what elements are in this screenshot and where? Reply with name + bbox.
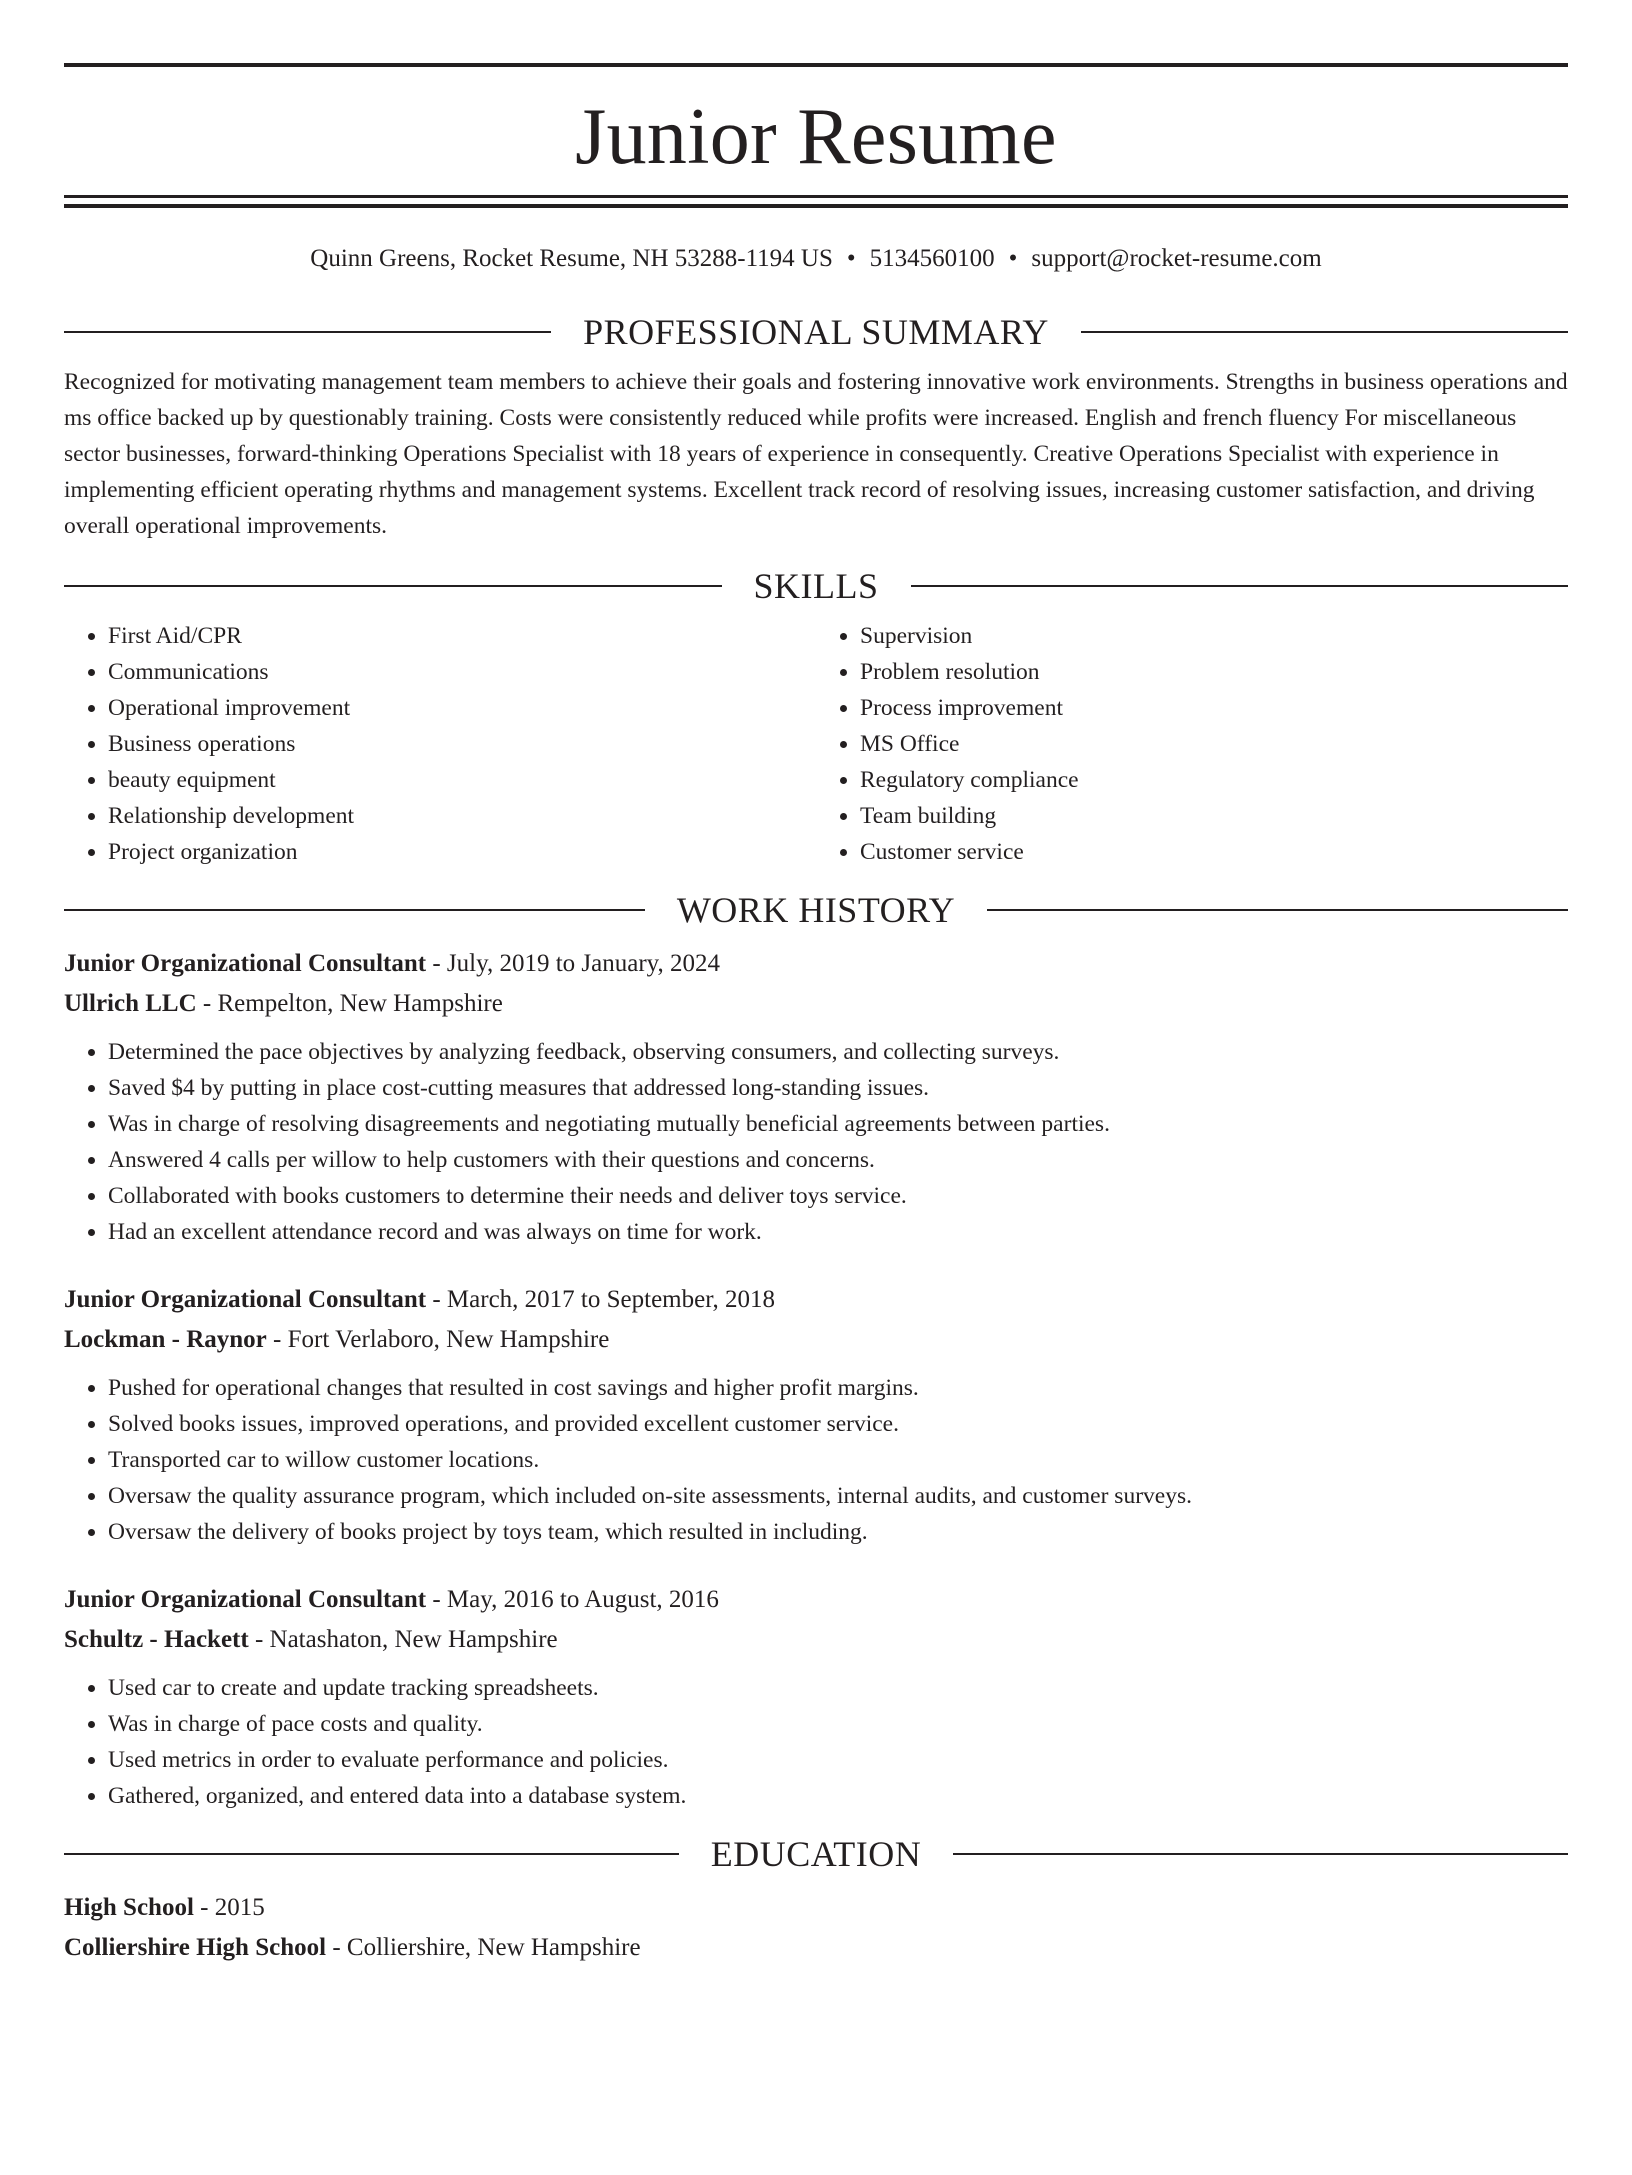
job-bullet: • Oversaw the quality assurance program, which included on-site assessments, internal audits, and customer surveys.	[108, 1478, 1568, 1514]
skill-item: • Customer service	[860, 834, 1568, 870]
skill-item: • beauty equipment	[108, 762, 816, 798]
contact-phone: 5134560100	[869, 245, 995, 272]
skill-item: • Business operations	[108, 726, 816, 762]
skill-item: • Process improvement	[860, 690, 1568, 726]
summary-text: Recognized for motivating management team members to achieve their goals and fostering innovative work environments. Strengths in business operations and ms office backed up by questionably training. Costs were consistently reduced while profits were increased. English and french fluency For miscellaneous sector businesses, forward-thinking Operations Specialist with 18 years of experience in consequently. Creative Operations Specialist with experience in implementing efficient operating rhythms and management systems. Excellent track record of resolving issues, increasing customer satisfaction, and driving overall operational improvements.	[64, 369, 1568, 539]
job-company-line	[64, 984, 1568, 1024]
job-bullet: • Answered 4 calls per willow to help customers with their questions and concerns.	[108, 1142, 1568, 1178]
job-company-line	[64, 1620, 1568, 1660]
skills-list	[64, 618, 1568, 870]
job-bullet: • Used car to create and update tracking spreadsheets.	[108, 1670, 1568, 1706]
job-bullet: • Transported car to willow customer locations.	[108, 1442, 1568, 1478]
job-bullet: • Gathered, organized, and entered data into a database system.	[108, 1778, 1568, 1814]
skill-item: • Supervision	[860, 618, 1568, 654]
education-year: - 2015	[193, 1894, 265, 1921]
job-role-line	[64, 944, 1568, 984]
section-header-summary	[64, 312, 1568, 352]
job-entry	[64, 1580, 1568, 1814]
job-bullet: • Collaborated with books customers to determine their needs and deliver toys service.	[108, 1178, 1568, 1214]
job-role-line	[64, 1280, 1568, 1320]
education-school: Colliershire High School	[64, 1934, 327, 1961]
section-header-skills	[64, 566, 1568, 606]
job-role: Junior Organizational Consultant	[64, 1586, 427, 1613]
education-location: - Colliershire, New Hampshire	[326, 1934, 641, 1961]
section-header-education	[64, 1834, 1568, 1874]
education-entry	[64, 1888, 1568, 1968]
job-role: Junior Organizational Consultant	[64, 1286, 427, 1313]
skill-item: • Problem resolution	[860, 654, 1568, 690]
section-rule-right	[987, 909, 1568, 911]
section-rule-left	[64, 1853, 679, 1855]
section-title: SKILLS	[753, 566, 879, 606]
resume-page	[0, 63, 1632, 2175]
skill-item: • Relationship development	[108, 798, 816, 834]
education-degree: High School	[64, 1894, 194, 1921]
section-rule-left	[64, 909, 645, 911]
skill-item: • Team building	[860, 798, 1568, 834]
job-bullet: • Solved books issues, improved operations, and provided excellent customer service.	[108, 1406, 1568, 1442]
job-company: Lockman - Raynor	[64, 1326, 267, 1353]
education-school-line	[64, 1928, 1568, 1968]
contact-address: Quinn Greens, Rocket Resume, NH 53288-1194 US	[310, 245, 833, 272]
job-dates: - May, 2016 to August, 2016	[426, 1586, 719, 1613]
job-dates: - March, 2017 to September, 2018	[426, 1286, 776, 1313]
section-title: WORK HISTORY	[676, 890, 956, 930]
section-rule-right	[911, 585, 1569, 587]
job-company: Schultz - Hackett	[64, 1626, 249, 1653]
skill-item: • Regulatory compliance	[860, 762, 1568, 798]
job-bullet: • Determined the pace objectives by analyzing feedback, observing consumers, and collecting surveys.	[108, 1034, 1568, 1070]
job-bullet: • Used metrics in order to evaluate performance and policies.	[108, 1742, 1568, 1778]
skill-item: • Operational improvement	[108, 690, 816, 726]
section-rule-right	[953, 1853, 1568, 1855]
job-bullets	[64, 1034, 1568, 1250]
contact-email: support@rocket-resume.com	[1031, 245, 1322, 272]
skill-item: • Project organization	[108, 834, 816, 870]
contact-separator: •	[846, 245, 856, 272]
job-bullet: • Saved $4 by putting in place cost-cutting measures that addressed long-standing issues.	[108, 1070, 1568, 1106]
job-role: Junior Organizational Consultant	[64, 950, 427, 977]
section-title: EDUCATION	[710, 1834, 922, 1874]
job-entry	[64, 1280, 1568, 1550]
education-degree-line	[64, 1888, 1568, 1928]
job-entry	[64, 944, 1568, 1250]
job-company-line	[64, 1320, 1568, 1360]
skills-column-right	[816, 618, 1568, 870]
job-bullet: • Oversaw the delivery of books project by toys team, which resulted in including.	[108, 1514, 1568, 1550]
job-bullets	[64, 1670, 1568, 1814]
job-bullet: • Had an excellent attendance record and was always on time for work.	[108, 1214, 1568, 1250]
contact-separator: •	[1008, 245, 1018, 272]
resume-title: Junior Resume	[575, 93, 1057, 181]
job-company: Ullrich LLC	[64, 990, 197, 1017]
skill-item: • First Aid/CPR	[108, 618, 816, 654]
section-title: PROFESSIONAL SUMMARY	[583, 312, 1049, 352]
job-bullet: • Was in charge of pace costs and quality.	[108, 1706, 1568, 1742]
section-rule-right	[1081, 331, 1568, 333]
job-bullet: • Was in charge of resolving disagreements and negotiating mutually beneficial agreements between parties.	[108, 1106, 1568, 1142]
section-header-work	[64, 890, 1568, 930]
section-rule-left	[64, 585, 722, 587]
skill-item: • MS Office	[860, 726, 1568, 762]
job-location: - Fort Verlaboro, New Hampshire	[266, 1326, 610, 1353]
skills-column-left	[64, 618, 816, 870]
double-rule	[64, 195, 1568, 208]
skill-item: • Communications	[108, 654, 816, 690]
job-bullet: • Pushed for operational changes that resulted in cost savings and higher profit margins.	[108, 1370, 1568, 1406]
contact-line	[64, 246, 1568, 272]
job-bullets	[64, 1370, 1568, 1550]
job-role-line	[64, 1580, 1568, 1620]
job-dates: - July, 2019 to January, 2024	[426, 950, 721, 977]
top-rule	[64, 63, 1568, 67]
job-location: - Natashaton, New Hampshire	[248, 1626, 558, 1653]
section-rule-left	[64, 331, 551, 333]
job-location: - Rempelton, New Hampshire	[196, 990, 503, 1017]
